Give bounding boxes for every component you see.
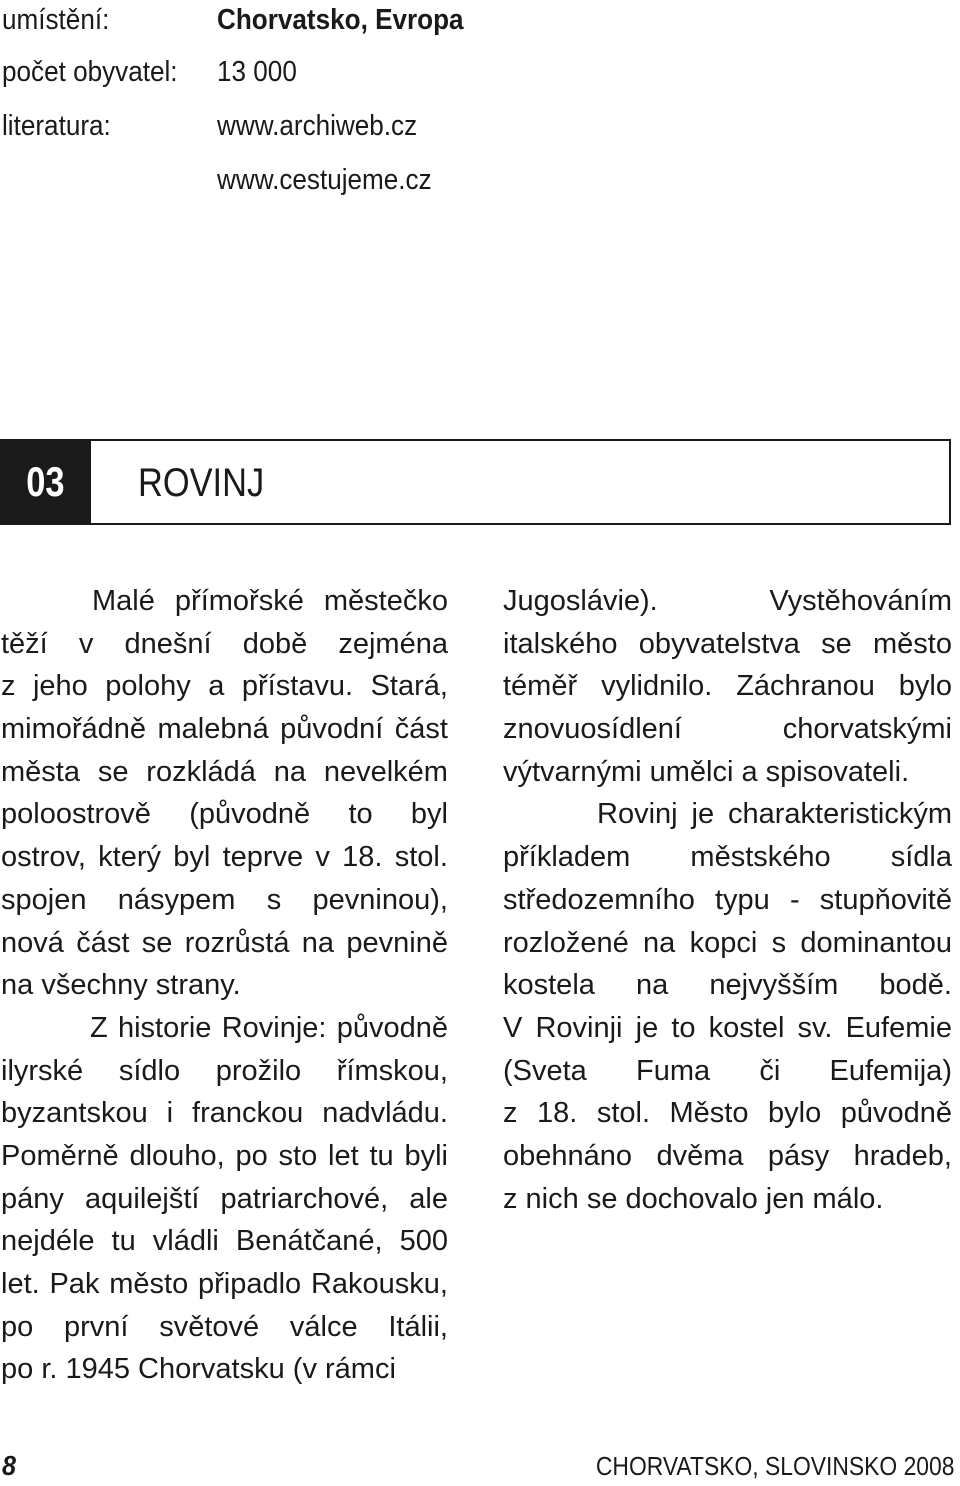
word: tu bbox=[111, 1225, 136, 1258]
text-line-content bbox=[503, 836, 952, 879]
word: bylo bbox=[898, 670, 952, 703]
word: původní bbox=[280, 713, 384, 746]
word: stupňovitě bbox=[819, 883, 952, 916]
text-line-content: z nich se dochovalo jen málo. bbox=[503, 1182, 884, 1215]
text-line-content bbox=[503, 1050, 952, 1093]
text-line-content bbox=[1, 1092, 448, 1135]
text-line-content bbox=[503, 922, 952, 965]
word: Pak bbox=[49, 1268, 100, 1300]
text-line-content bbox=[1, 1050, 448, 1093]
text-line bbox=[503, 1050, 952, 1093]
word: době bbox=[242, 627, 308, 660]
text-line-content: výtvarnými umělci a spisovateli. bbox=[503, 755, 910, 788]
text-line bbox=[1, 879, 448, 922]
text-line-content bbox=[1, 665, 448, 708]
word: let. bbox=[1, 1268, 40, 1300]
word: i bbox=[166, 1097, 174, 1130]
text-line bbox=[503, 879, 952, 922]
literature-link-cestujeme[interactable]: www.cestujeme.cz bbox=[217, 164, 432, 196]
text-line bbox=[503, 708, 952, 751]
word: po bbox=[1, 1310, 34, 1343]
word: V bbox=[503, 1011, 523, 1044]
word: nejvyšším bbox=[709, 969, 839, 1002]
word: 500 bbox=[399, 1225, 448, 1258]
text-line bbox=[1, 708, 448, 751]
word: nejdéle bbox=[1, 1225, 95, 1258]
word: (Sveta bbox=[503, 1054, 587, 1087]
word: obyvatelstva bbox=[638, 627, 800, 660]
text-line bbox=[1, 922, 448, 965]
text-line bbox=[503, 1178, 952, 1221]
word: historie bbox=[117, 1011, 212, 1044]
word: rozrůstá bbox=[184, 926, 290, 959]
word: římskou, bbox=[336, 1054, 448, 1087]
chapter-title: ROVINJ bbox=[138, 461, 265, 505]
word: charakteristickým bbox=[727, 798, 952, 831]
word: ilyrské bbox=[1, 1054, 84, 1087]
word: bylo bbox=[768, 1097, 822, 1130]
word: to bbox=[348, 798, 373, 831]
text-line-content bbox=[1, 879, 448, 922]
text-line-content bbox=[1, 708, 448, 751]
word: původně bbox=[336, 1011, 448, 1044]
word: byl bbox=[410, 798, 448, 831]
word: pásy bbox=[767, 1139, 830, 1172]
text-line bbox=[1, 1220, 448, 1263]
word: (původně bbox=[189, 798, 311, 831]
word: byzantskou bbox=[1, 1097, 148, 1130]
text-line-content bbox=[1, 836, 448, 879]
text-line-content bbox=[503, 1007, 952, 1050]
word: byli bbox=[404, 1139, 448, 1172]
text-line bbox=[503, 836, 952, 879]
word: téměř bbox=[503, 670, 578, 703]
word: vylidnilo. bbox=[601, 670, 713, 703]
word: Město bbox=[669, 1097, 749, 1130]
word: obehnáno bbox=[503, 1139, 633, 1172]
word: pevnině bbox=[346, 926, 448, 959]
word: příkladem bbox=[503, 841, 631, 874]
word: malebná bbox=[157, 713, 269, 746]
text-line-content bbox=[597, 793, 952, 836]
word: patriarchové, bbox=[220, 1182, 389, 1215]
word: sv. bbox=[797, 1011, 833, 1044]
word: sto bbox=[278, 1139, 318, 1172]
word: italského bbox=[503, 627, 618, 660]
word: se bbox=[141, 926, 173, 959]
word: Eufemija) bbox=[829, 1054, 952, 1087]
word: či bbox=[759, 1054, 781, 1087]
chapter-number-box bbox=[0, 439, 91, 525]
text-line bbox=[1, 751, 448, 794]
word: Benátčané, bbox=[235, 1225, 383, 1258]
word: zejména bbox=[338, 627, 448, 660]
text-line bbox=[503, 1135, 952, 1178]
word: Jugoslávie). bbox=[503, 585, 658, 617]
word: je bbox=[635, 1011, 659, 1044]
text-line bbox=[503, 623, 952, 666]
text-line bbox=[503, 580, 952, 623]
info-label-literature: literatura: bbox=[2, 110, 111, 142]
text-line bbox=[1, 1306, 448, 1349]
word: Fuma bbox=[636, 1054, 711, 1087]
word: a bbox=[208, 670, 225, 703]
footer-publication-title: CHORVATSKO, SLOVINSKO 2008 bbox=[595, 1451, 954, 1481]
text-line bbox=[1, 1050, 448, 1093]
word: s bbox=[266, 883, 282, 916]
text-line bbox=[1, 623, 448, 666]
text-line bbox=[1, 836, 448, 879]
word: to bbox=[671, 1011, 696, 1044]
text-line bbox=[503, 1092, 952, 1135]
word: z bbox=[1, 670, 16, 703]
text-line bbox=[1, 580, 448, 623]
word: s bbox=[771, 926, 787, 959]
word: hradeb, bbox=[853, 1139, 952, 1172]
word: Poměrně bbox=[1, 1139, 119, 1172]
word: na bbox=[643, 926, 676, 959]
text-line-content bbox=[503, 964, 952, 1007]
word: Rovinj bbox=[597, 798, 678, 831]
info-label-location: umístění: bbox=[2, 4, 110, 36]
text-line-content bbox=[90, 1007, 448, 1050]
word: Z bbox=[90, 1011, 108, 1044]
word: připadlo bbox=[198, 1268, 302, 1300]
word: Malé bbox=[92, 585, 155, 617]
word: násypem bbox=[117, 883, 236, 916]
word: byl bbox=[173, 841, 211, 874]
text-line bbox=[1, 793, 448, 836]
word: přístavu. bbox=[241, 670, 354, 703]
word: dvěma bbox=[656, 1139, 744, 1172]
chapter-header bbox=[0, 439, 951, 525]
word: válce bbox=[289, 1310, 358, 1343]
info-value-population: 13 000 bbox=[217, 56, 297, 88]
text-line bbox=[503, 665, 952, 708]
word: nevelkém bbox=[323, 755, 448, 788]
text-line-content bbox=[1, 623, 448, 666]
text-line-content bbox=[503, 623, 952, 666]
text-line-content bbox=[1, 922, 448, 965]
word: prožilo bbox=[215, 1054, 302, 1087]
text-line bbox=[1, 1007, 448, 1050]
word: rozkládá bbox=[146, 755, 256, 788]
word: Záchranou bbox=[736, 670, 875, 703]
word: Rovinje: bbox=[221, 1011, 327, 1044]
info-label-population: počet obyvatel: bbox=[2, 56, 178, 88]
text-line-content bbox=[503, 580, 952, 623]
word: aquilejští bbox=[84, 1182, 200, 1215]
word: ostrov, bbox=[1, 841, 86, 874]
word: stol. bbox=[596, 1097, 651, 1130]
text-line-content bbox=[503, 1092, 952, 1135]
word: Stará, bbox=[370, 670, 448, 703]
word: který bbox=[98, 841, 161, 874]
word: tu bbox=[369, 1139, 394, 1172]
word: město bbox=[873, 627, 952, 660]
word: se bbox=[821, 627, 852, 660]
text-line-content bbox=[503, 1135, 952, 1178]
word: část bbox=[394, 713, 448, 746]
word: dominantou bbox=[800, 926, 952, 959]
text-line bbox=[503, 1007, 952, 1050]
word: pány bbox=[1, 1182, 64, 1215]
text-line-content bbox=[1, 1306, 448, 1349]
word: na bbox=[636, 969, 669, 1002]
text-line-content bbox=[1, 751, 448, 794]
word: městečko bbox=[323, 585, 448, 617]
text-line bbox=[1, 1348, 448, 1391]
text-line-content bbox=[1, 1263, 448, 1306]
text-line bbox=[1, 1092, 448, 1135]
word: kostel bbox=[708, 1011, 785, 1044]
word: let bbox=[328, 1139, 359, 1172]
word: kostela bbox=[503, 969, 595, 1002]
text-line-content bbox=[1, 793, 448, 836]
word: jeho bbox=[32, 670, 88, 703]
word: 18. bbox=[342, 841, 383, 874]
word: pevninou), bbox=[312, 883, 448, 916]
word: stol. bbox=[394, 841, 448, 874]
word: dnešní bbox=[124, 627, 212, 660]
word: se bbox=[97, 755, 129, 788]
word: Itálii, bbox=[388, 1310, 448, 1343]
word: na bbox=[301, 926, 335, 959]
word: po bbox=[235, 1139, 268, 1172]
word: je bbox=[691, 798, 715, 831]
text-line-content bbox=[92, 580, 448, 623]
text-line bbox=[503, 922, 952, 965]
literature-link-archiweb[interactable]: www.archiweb.cz bbox=[217, 110, 418, 142]
article-left-column bbox=[1, 580, 448, 1391]
text-line bbox=[503, 793, 952, 836]
text-line bbox=[503, 964, 952, 1007]
word: v bbox=[315, 841, 330, 874]
word: z bbox=[503, 1097, 518, 1130]
text-line bbox=[1, 1263, 448, 1306]
word: Rovinji bbox=[535, 1011, 623, 1044]
article-right-column bbox=[503, 580, 952, 1220]
text-line-content: po r. 1945 Chorvatsku (v rámci bbox=[1, 1353, 396, 1386]
text-line-content bbox=[1, 1135, 448, 1178]
chapter-number: 03 bbox=[26, 458, 65, 505]
text-line-content: na všechny strany. bbox=[1, 969, 241, 1002]
word: světové bbox=[159, 1310, 260, 1343]
word: teprve bbox=[222, 841, 304, 874]
word: část bbox=[76, 926, 130, 959]
word: městského bbox=[690, 841, 831, 874]
text-line bbox=[1, 964, 448, 1007]
word: typu bbox=[714, 883, 770, 916]
word: nová bbox=[1, 926, 64, 959]
word: polohy bbox=[105, 670, 191, 703]
word: Vystěhováním bbox=[769, 585, 952, 617]
word: Eufemie bbox=[845, 1011, 952, 1044]
page-number: 8 bbox=[2, 1450, 17, 1481]
word: - bbox=[789, 883, 800, 916]
word: nadvládu. bbox=[322, 1097, 448, 1130]
word: znovuosídlení bbox=[503, 713, 682, 746]
word: vládli bbox=[152, 1225, 219, 1258]
word: těží bbox=[1, 627, 48, 660]
word: původně bbox=[840, 1097, 952, 1130]
word: franckou bbox=[192, 1097, 304, 1130]
text-line bbox=[1, 1178, 448, 1221]
word: chorvatskými bbox=[782, 713, 952, 746]
text-line bbox=[1, 665, 448, 708]
text-line-content bbox=[503, 879, 952, 922]
word: město bbox=[109, 1268, 189, 1300]
word: ale bbox=[409, 1182, 448, 1215]
text-line-content bbox=[1, 1178, 448, 1221]
word: středozemního bbox=[503, 883, 695, 916]
word: kopci bbox=[689, 926, 758, 959]
text-line bbox=[1, 1135, 448, 1178]
text-line bbox=[503, 751, 952, 794]
word: 18. bbox=[537, 1097, 578, 1130]
info-value-location: Chorvatsko, Evropa bbox=[217, 4, 464, 36]
word: Rakousku, bbox=[310, 1268, 448, 1300]
word: první bbox=[64, 1310, 129, 1343]
word: spojen bbox=[1, 883, 87, 916]
word: rozložené bbox=[503, 926, 629, 959]
text-line-content bbox=[503, 708, 952, 751]
word: sídla bbox=[890, 841, 952, 874]
word: sídlo bbox=[118, 1054, 181, 1087]
word: v bbox=[78, 627, 94, 660]
word: dlouho, bbox=[129, 1139, 225, 1172]
text-line-content bbox=[503, 665, 952, 708]
word: přímořské bbox=[174, 585, 304, 617]
word: na bbox=[273, 755, 306, 788]
word: mimořádně bbox=[1, 713, 147, 746]
text-line-content bbox=[1, 1220, 448, 1263]
word: poloostrově bbox=[1, 798, 151, 831]
word: města bbox=[1, 755, 80, 788]
word: bodě. bbox=[879, 969, 952, 1002]
